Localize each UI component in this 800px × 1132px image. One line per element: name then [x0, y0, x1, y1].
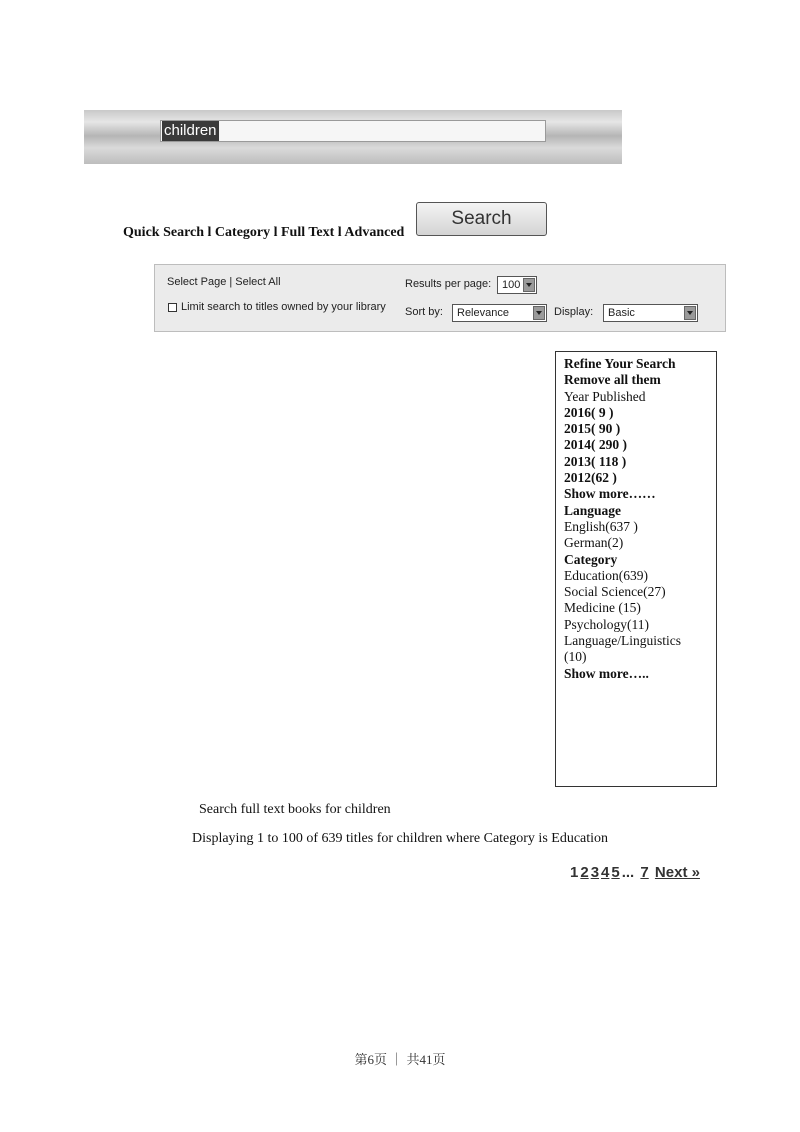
- limit-search-label: Limit search to titles owned by your library: [181, 301, 386, 313]
- search-type-nav[interactable]: Quick Search l Category l Full Text l Advanced: [123, 225, 405, 240]
- chevron-down-icon: [523, 278, 535, 292]
- year-filter-2012[interactable]: 2012(62 ): [564, 470, 617, 486]
- language-filter-german[interactable]: German(2): [564, 535, 624, 551]
- year-filter-2016[interactable]: 2016( 9 ): [564, 404, 614, 420]
- refine-title: Refine Your Search: [564, 356, 676, 371]
- page-link-2[interactable]: 2: [580, 864, 589, 881]
- select-page-links[interactable]: Select Page | Select All: [167, 276, 281, 288]
- chevron-down-icon: [533, 306, 545, 320]
- next-page-link[interactable]: Next »: [654, 864, 700, 881]
- category-filter-education[interactable]: Education(639): [564, 567, 648, 583]
- category-filter-linguistics[interactable]: Language/Linguistics: [564, 633, 681, 649]
- page-link-5[interactable]: 5: [611, 864, 620, 881]
- language-heading: Language: [564, 502, 622, 518]
- page-footer: 第6页 ｜ 共41页: [354, 1052, 446, 1067]
- results-summary: Displaying 1 to 100 of 639 titles for children where Category is Education: [192, 831, 609, 846]
- year-filter-2015[interactable]: 2015( 90 ): [564, 421, 621, 437]
- search-fulltext-link[interactable]: Search full text books for children: [199, 802, 391, 817]
- search-button[interactable]: Search: [416, 202, 547, 236]
- display-value: Basic: [608, 307, 635, 319]
- category-filter-social-science[interactable]: Social Science(27): [564, 584, 666, 600]
- category-filter-linguistics-count[interactable]: (10): [564, 649, 587, 665]
- language-filter-english[interactable]: English(637 ): [564, 518, 638, 534]
- sort-by-select[interactable]: [452, 304, 547, 322]
- display-label: Display:: [554, 306, 594, 318]
- category-heading: Category: [564, 551, 618, 567]
- remove-all-link[interactable]: Remove all them: [564, 372, 661, 388]
- page-link-4[interactable]: 4: [601, 864, 610, 881]
- category-filter-medicine[interactable]: Medicine (15): [564, 600, 641, 616]
- limit-search-checkbox[interactable]: [168, 303, 177, 312]
- search-input-value[interactable]: children: [164, 122, 217, 139]
- page-link-1[interactable]: 1: [570, 864, 579, 881]
- page-link-7[interactable]: 7: [640, 864, 649, 881]
- results-per-page-label: Results per page:: [405, 278, 492, 290]
- year-filter-2014[interactable]: 2014( 290 ): [564, 437, 627, 453]
- chevron-down-icon: [684, 306, 696, 320]
- results-per-page-value: 100: [502, 279, 521, 291]
- sort-by-value: Relevance: [457, 307, 509, 319]
- show-more-categories-link[interactable]: Show more…..: [564, 665, 649, 681]
- category-filter-psychology[interactable]: Psychology(11): [564, 616, 649, 632]
- page-link-3[interactable]: 3: [590, 864, 600, 881]
- sort-by-label: Sort by:: [405, 306, 443, 318]
- search-options-panel: [154, 264, 726, 332]
- refine-search-panel: [555, 351, 717, 787]
- year-filter-2013[interactable]: 2013( 118 ): [564, 453, 627, 469]
- show-more-years-link[interactable]: Show more……: [564, 486, 656, 502]
- display-select[interactable]: [603, 304, 698, 322]
- pagination-ellipsis: ...: [621, 864, 635, 881]
- pagination: [570, 864, 702, 881]
- results-per-page-select[interactable]: [497, 276, 537, 294]
- year-published-heading: Year Published: [564, 388, 646, 404]
